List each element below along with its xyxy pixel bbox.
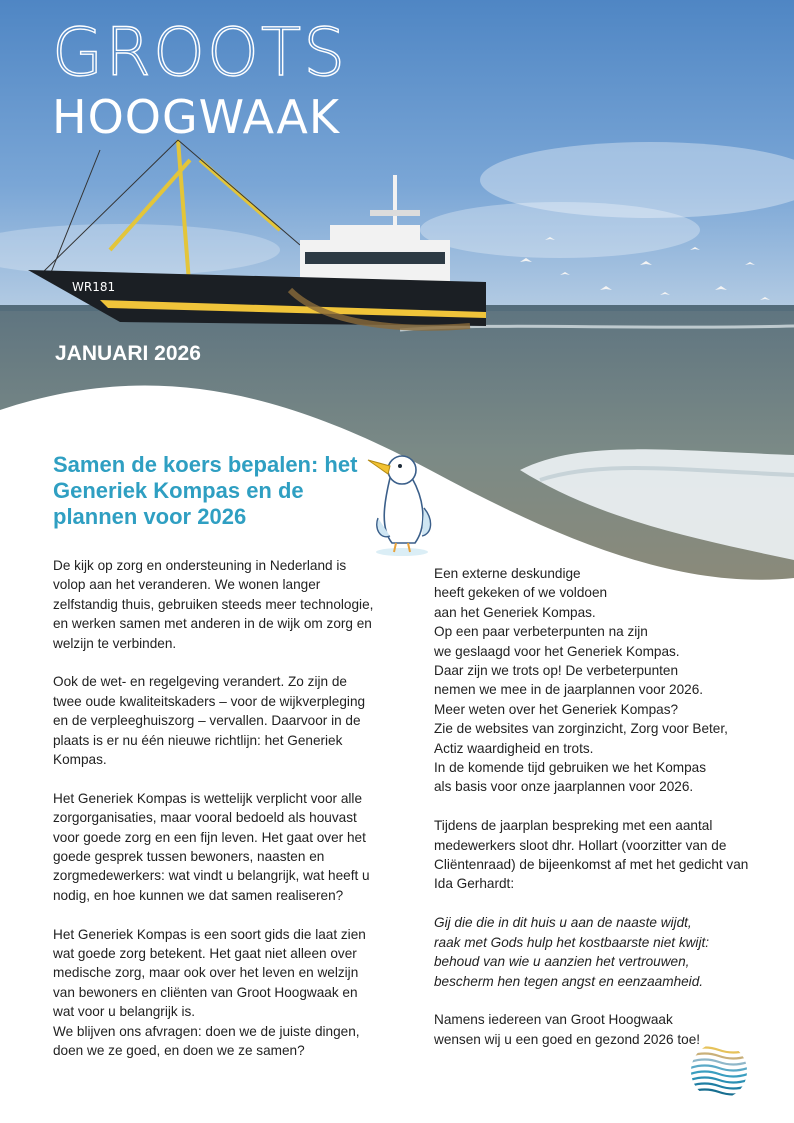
masthead-title-bottom: HOOGWAAK bbox=[52, 90, 340, 144]
article-column-left bbox=[53, 556, 375, 1080]
poem-line: Gij die die in dit huis u aan de naaste wijdt, bbox=[434, 915, 692, 931]
article-headline: Samen de koers bepalen: het Generiek Kompas en de plannen voor 2026 bbox=[53, 452, 358, 529]
article-paragraph: Ook de wet- en regelgeving verandert. Zo zijn de twee oude kwaliteitskaders – voor de wijkverpleging en de verpleeghuiszorg – vervallen. Daarvoor in de plaats is er nu één nieuwe richtlijn: het Generiek Kompas. bbox=[53, 674, 366, 768]
text-line: nemen we mee in de jaarplannen voor 2026. bbox=[434, 682, 704, 698]
text-line: aan het Generiek Kompas. bbox=[434, 604, 596, 620]
meeting-paragraph: Tijdens de jaarplan bespreking met een aantal medewerkers sloot dhr. Hollart (voorzitter van de Cliëntenraad) de bijeenkomst af met het gedicht van Ida Gerhardt: bbox=[434, 818, 749, 892]
wave-lines-logo-icon bbox=[690, 1040, 748, 1102]
text-line: Actiz waardigheid en trots. bbox=[434, 740, 594, 756]
article-paragraph: We blijven ons afvragen: doen we de juiste dingen, doen we ze goed, en doen we ze samen? bbox=[53, 1023, 360, 1059]
poem-line: behoud van wie u aanzien het vertrouwen, bbox=[434, 954, 690, 970]
text-line: als basis voor onze jaarplannen voor 2026. bbox=[434, 779, 694, 795]
boat-registration: WR181 bbox=[72, 280, 116, 294]
text-line: heeft gekeken of we voldoen bbox=[434, 585, 608, 601]
masthead-logo bbox=[52, 14, 348, 144]
text-line: Meer weten over het Generiek Kompas? bbox=[434, 701, 679, 717]
text-line: Zie de websites van zorginzicht, Zorg voor Beter, bbox=[434, 721, 728, 737]
poem-line: bescherm hen tegen angst en eenzaamheid. bbox=[434, 973, 704, 989]
masthead-title-top: GROOTS bbox=[52, 14, 348, 91]
poem-line: raak met Gods hulp het kostbaarste niet kwijt: bbox=[434, 934, 710, 950]
text-line: Namens iedereen van Groot Hoogwaak bbox=[434, 1012, 673, 1028]
assessment-paragraph bbox=[434, 564, 764, 797]
text-line: In de komende tijd gebruiken we het Kompas bbox=[434, 760, 707, 776]
issue-date: JANUARI 2026 bbox=[55, 342, 201, 365]
article-paragraph: De kijk op zorg en ondersteuning in Nederland is volop aan het veranderen. We wonen langer zelfstandig thuis, gebruiken steeds meer technologie, en werken samen met anderen in de wijk om zorg en welzijn te verbinden. bbox=[53, 558, 374, 651]
text-line: Een externe deskundige bbox=[434, 566, 581, 581]
article-paragraph: Het Generiek Kompas is een soort gids die laat zien wat goede zorg betekent. Het gaat niet alleen over medische zorg, maar ook over het leven en welzijn van bewoners en cliënten van Groot Hoogwaak en wat voor u belangrijk is. bbox=[53, 926, 366, 1020]
article-column-right bbox=[434, 564, 764, 1069]
text-line: we geslaagd voor het Generiek Kompas. bbox=[434, 643, 680, 659]
article-paragraph: Het Generiek Kompas is wettelijk verplicht voor alle zorgorganisaties, maar vooral bedoeld als houvast voor goede zorg en een fijn leven. Het gaat over het goede gesprek tussen bewoners, naasten en zorgmedewerkers: wat vindt u belangrijk, wat heeft u nodig, en hoe kunnen we dat samen realiseren? bbox=[53, 790, 370, 903]
text-line: Daar zijn we trots op! De verbeterpunten bbox=[434, 663, 679, 679]
text-line: wensen wij u een goed en gezond 2026 toe! bbox=[434, 1031, 701, 1047]
poem bbox=[434, 913, 764, 991]
seagull-mascot-icon bbox=[360, 448, 440, 558]
text-line: Op een paar verbeterpunten na zijn bbox=[434, 624, 648, 640]
